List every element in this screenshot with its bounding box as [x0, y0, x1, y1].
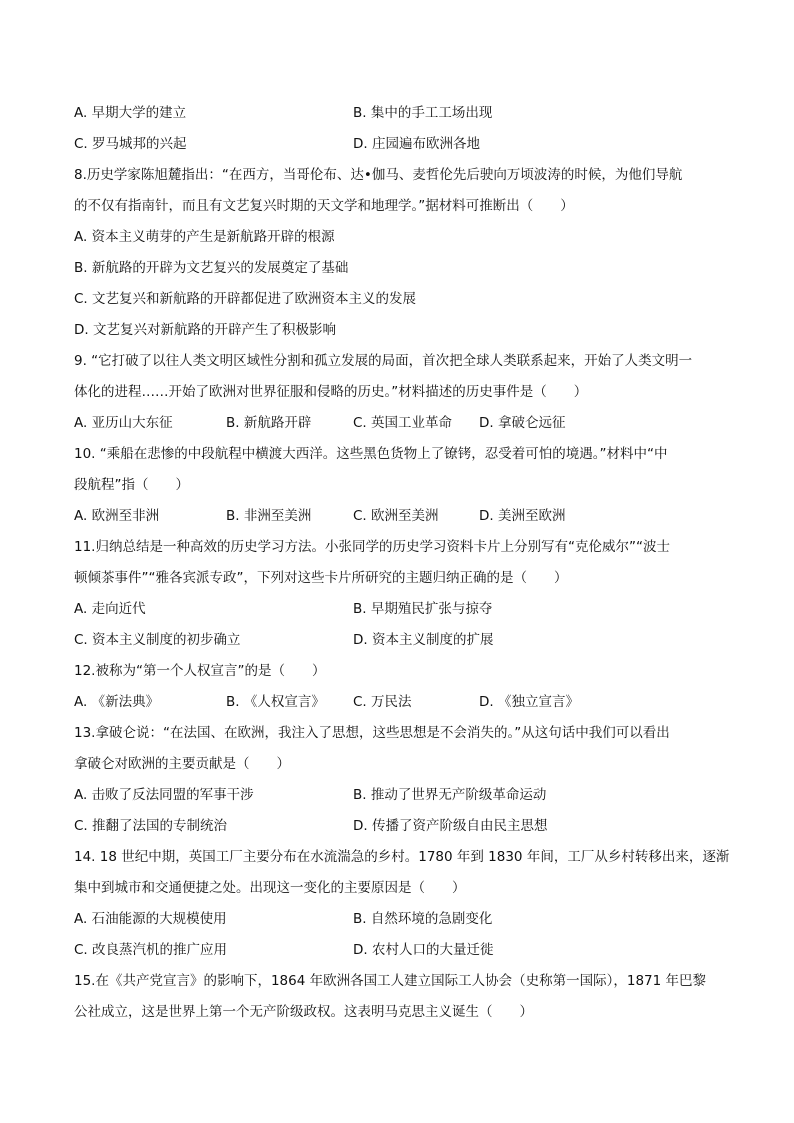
q13-option-c: C. 推翻了法国的专制统治: [74, 818, 228, 834]
q11-option-b: B. 早期殖民扩张与掠夺: [353, 601, 493, 617]
q14-option-d: D. 农村人口的大量迁徙: [353, 942, 494, 958]
q13-stem-line-2: 拿破仑对欧洲的主要贡献是（ ）: [74, 756, 290, 772]
q13-option-b: B. 推动了世界无产阶级革命运动: [353, 787, 547, 803]
q9-stem-line-2: 体化的进程……开始了欧洲对世界征服和侵略的历史。”材料描述的历史事件是（ ）: [74, 384, 588, 400]
q8-stem-line-2: 的不仅有指南针，而且有文艺复兴时期的天文学和地理学。”据材料可推断出（ ）: [74, 198, 574, 214]
q7-option-c: C. 罗马城邦的兴起: [74, 136, 187, 152]
q9-option-a: A. 亚历山大东征: [74, 415, 173, 431]
q8-option-d: D. 文艺复兴对新航路的开辟产生了积极影响: [74, 322, 336, 338]
q15-stem-line-1: 15.在《共产党宣言》的影响下，1864 年欧洲各国工人建立国际工人协会（史称第一国际），1871 年巴黎: [74, 973, 707, 989]
q14-option-b: B. 自然环境的急剧变化: [353, 911, 493, 927]
q11-option-c: C. 资本主义制度的初步确立: [74, 632, 241, 648]
q14-stem-line-1: 14. 18 世纪中期，英国工厂主要分布在水流湍急的乡村。1780 年到 1830 年间，工厂从乡村转移出来，逐渐: [74, 849, 730, 865]
q8-stem-line-1: 8.历史学家陈旭麓指出：“在西方，当哥伦布、达•伽马、麦哲伦先后驶向万顷波涛的时候，为他们导航: [74, 167, 683, 183]
q14-option-c: C. 改良蒸汽机的推广应用: [74, 942, 228, 958]
q10-option-d: D. 美洲至欧洲: [479, 508, 566, 524]
q10-option-b: B. 非洲至美洲: [226, 508, 312, 524]
q10-stem-line-2: 段航程”指（ ）: [74, 477, 189, 493]
q12-option-d: D. 《独立宣言》: [479, 694, 579, 710]
q9-stem-line-1: 9. “它打破了以往人类文明区域性分割和孤立发展的局面，首次把全球人类联系起来，开始了人类文明一: [74, 353, 693, 369]
q13-option-d: D. 传播了资产阶级自由民主思想: [353, 818, 548, 834]
q7-option-b: B. 集中的手工工场出现: [353, 105, 493, 121]
q10-option-c: C. 欧洲至美洲: [353, 508, 439, 524]
q11-option-a: A. 走向近代: [74, 601, 146, 617]
q11-option-d: D. 资本主义制度的扩展: [353, 632, 494, 648]
q12-stem: 12.被称为“第一个人权宣言”的是（ ）: [74, 663, 326, 679]
q8-option-c: C. 文艺复兴和新航路的开辟都促进了欧洲资本主义的发展: [74, 291, 417, 307]
q9-option-b: B. 新航路开辟: [226, 415, 312, 431]
q9-option-c: C. 英国工业革命: [353, 415, 453, 431]
q12-option-c: C. 万民法: [353, 694, 412, 710]
q14-stem-line-2: 集中到城市和交通便捷之处。出现这一变化的主要原因是（ ）: [74, 880, 466, 896]
q8-option-b: B. 新航路的开辟为文艺复兴的发展奠定了基础: [74, 260, 349, 276]
q9-option-d: D. 拿破仑远征: [479, 415, 566, 431]
q10-option-a: A. 欧洲至非洲: [74, 508, 160, 524]
q12-option-b: B. 《人权宣言》: [226, 694, 325, 710]
q7-option-d: D. 庄园遍布欧洲各地: [353, 136, 480, 152]
q13-stem-line-1: 13.拿破仑说：“在法国、在欧洲，我注入了思想，这些思想是不会消失的。”从这句话中我们可以看出: [74, 725, 670, 741]
q12-option-a: A. 《新法典》: [74, 694, 160, 710]
q15-stem-line-2: 公社成立，这是世界上第一个无产阶级政权。这表明马克思主义诞生（ ）: [74, 1004, 533, 1020]
q11-stem-line-1: 11.归纳总结是一种高效的历史学习方法。小张同学的历史学习资料卡片上分别写有“克伦威尔”“波士: [74, 539, 670, 555]
q8-option-a: A. 资本主义萌芽的产生是新航路开辟的根源: [74, 229, 335, 245]
q14-option-a: A. 石油能源的大规模使用: [74, 911, 227, 927]
q10-stem-line-1: 10. “乘船在悲惨的中段航程中横渡大西洋。这些黑色货物上了镣铐，忍受着可怕的境遇。”材料中“中: [74, 446, 668, 462]
q7-option-a: A. 早期大学的建立: [74, 105, 187, 121]
q11-stem-line-2: 顿倾茶事件”“雅各宾派专政”，下列对这些卡片所研究的主题归纳正确的是（ ）: [74, 570, 568, 586]
q13-option-a: A. 击败了反法同盟的军事干涉: [74, 787, 254, 803]
